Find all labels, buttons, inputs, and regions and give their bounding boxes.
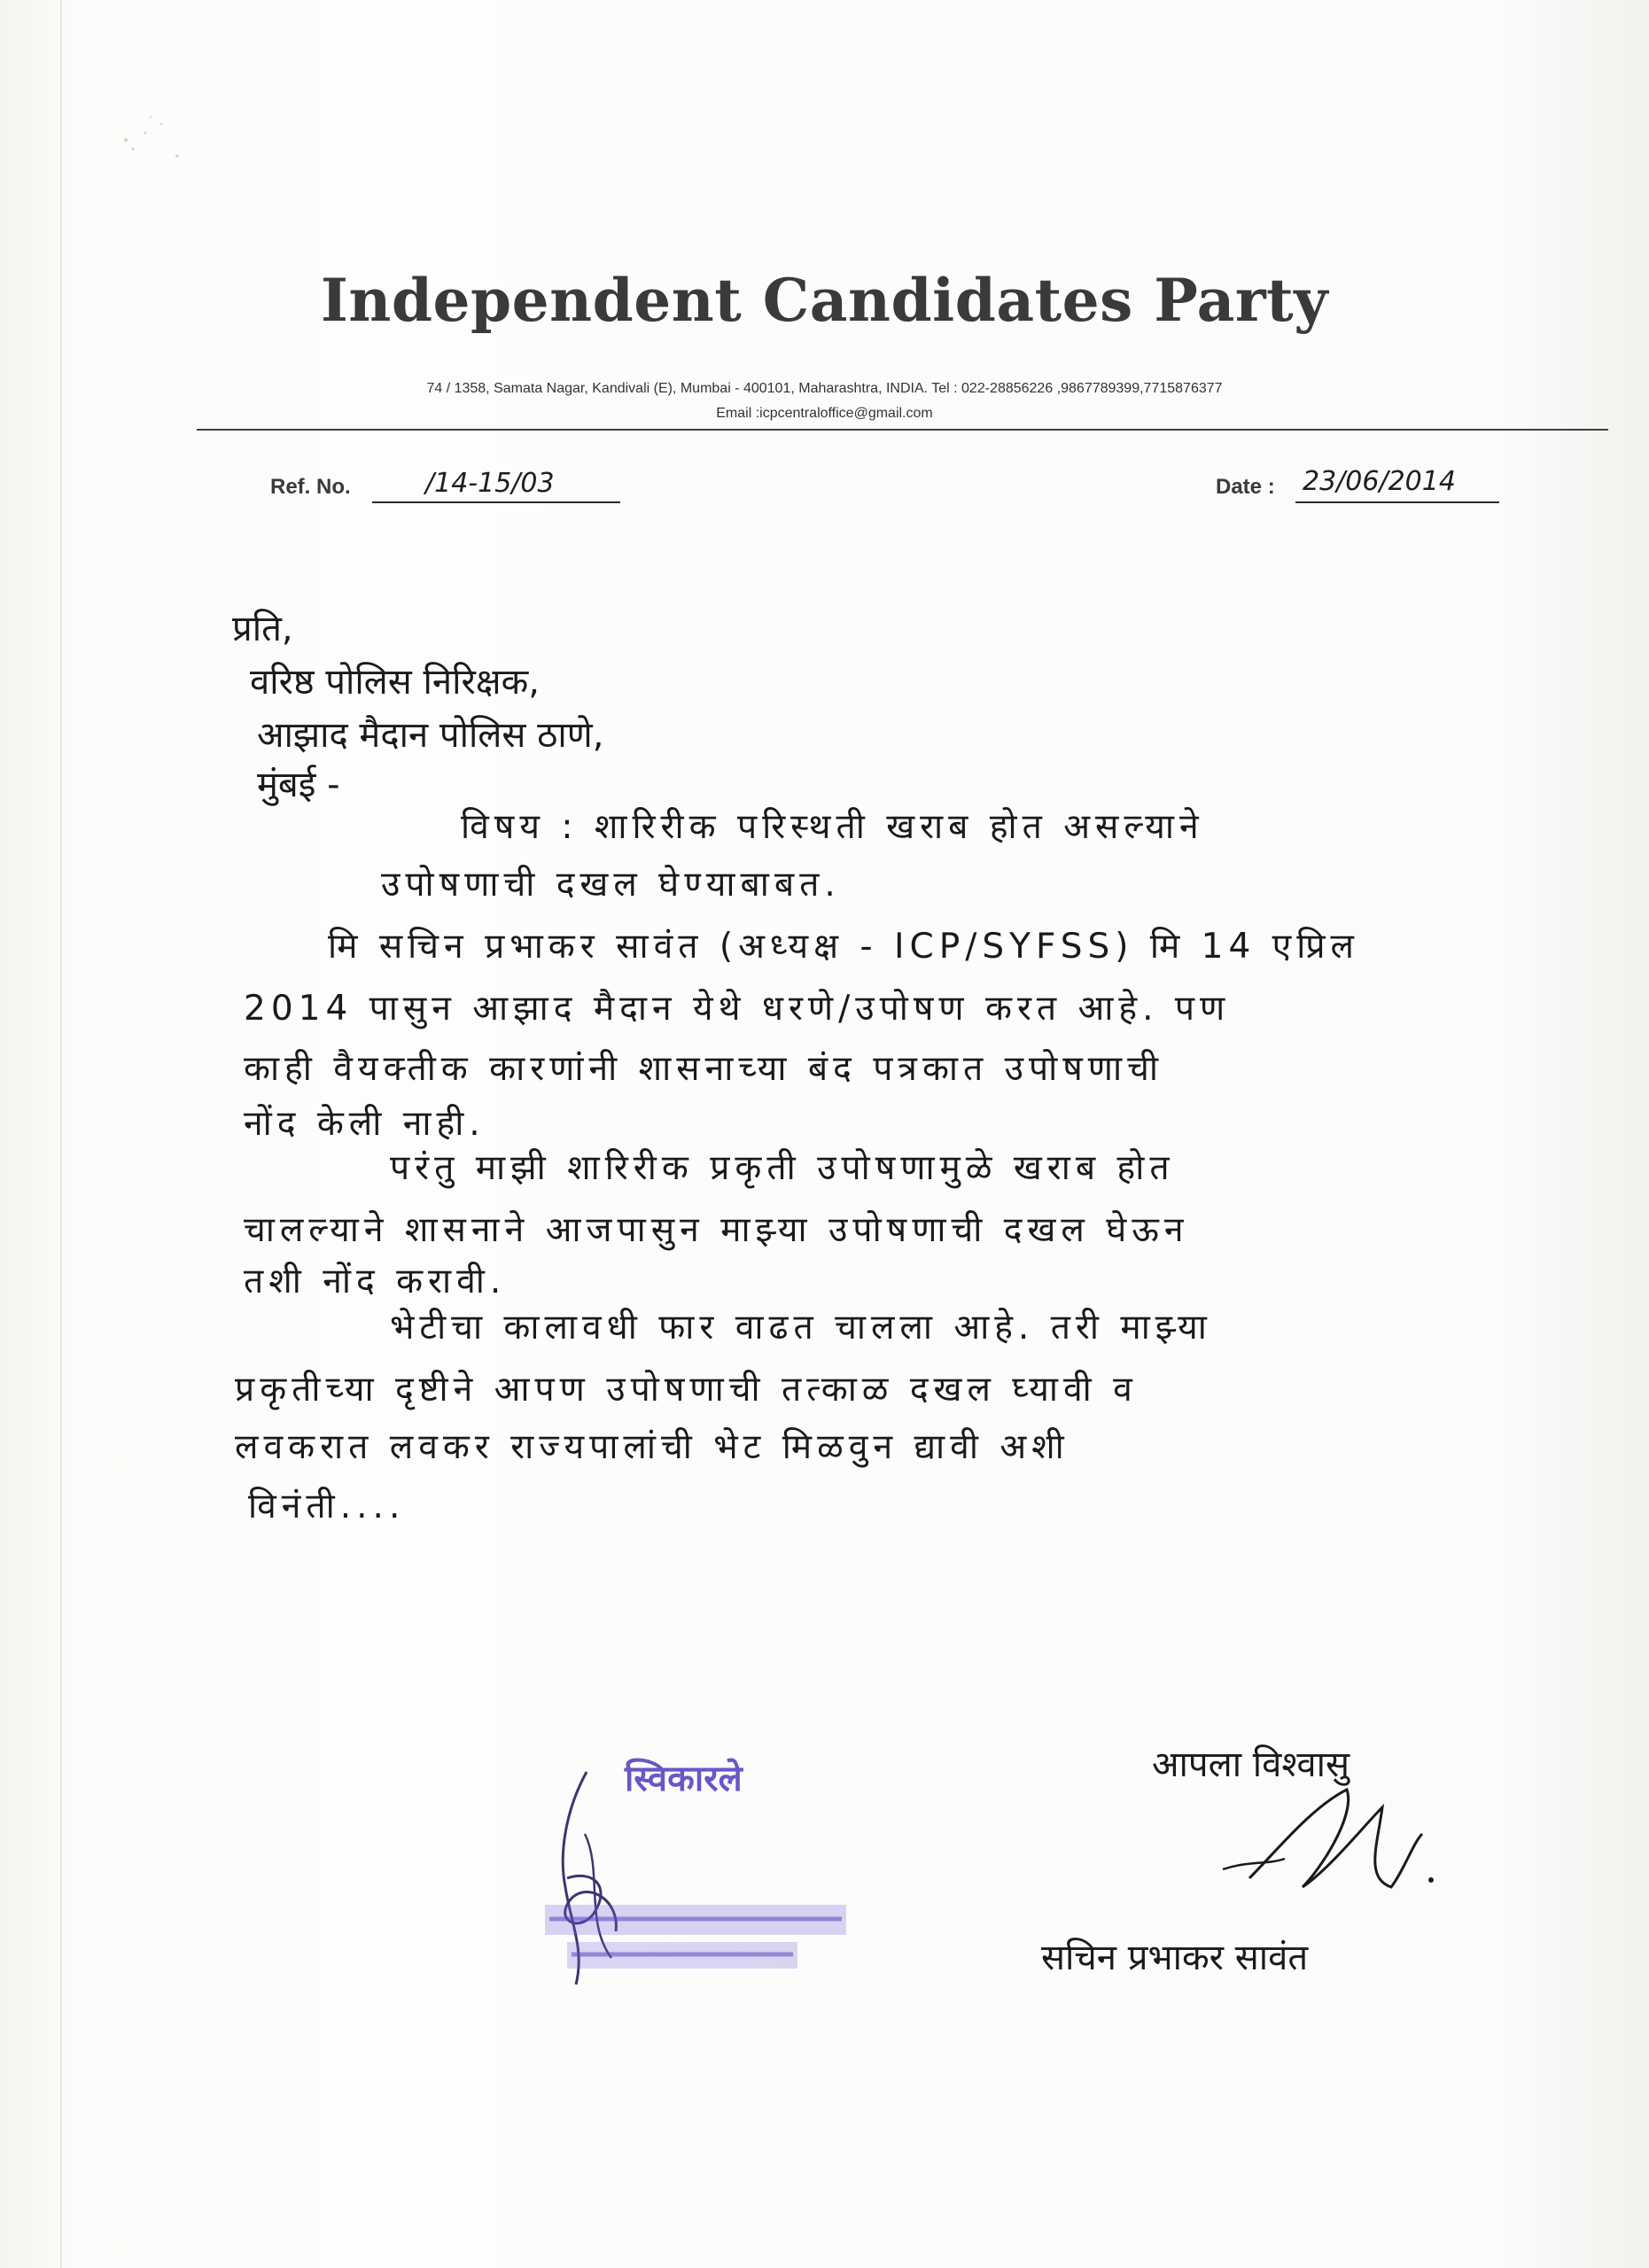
stamp-label: स्विकारले [625, 1759, 743, 1799]
body-line: नोंद केली नाही. [244, 1104, 486, 1144]
body-line: चालल्याने शासनाने आजपासुन माझ्या उपोषणाची दखल घेऊन [244, 1210, 1189, 1250]
body-line: परंतु माझी शारिरीक प्रकृती उपोषणामुळे खराब होत [390, 1148, 1175, 1188]
addressee-line: मुंबई - [257, 765, 340, 805]
date-label: Date : [1216, 475, 1275, 499]
body-line: भेटीचा कालावधी फार वाढत चालला आहे. तरी माझ्या [390, 1308, 1212, 1348]
letterhead-divider [197, 429, 1608, 431]
addressee-line: वरिष्ठ पोलिस निरिक्षक, [250, 662, 540, 703]
date-underline [1295, 501, 1499, 503]
addressee-line: आझाद मैदान पोलिस ठाणे, [257, 715, 604, 756]
subject-line: विषय : शारिरीक परिस्थती खराब होत असल्याने [461, 807, 1204, 847]
letterhead-address: 74 / 1358, Samata Nagar, Kandivali (E), Mumbai - 400101, Maharashtra, INDIA. Tel : 022-28856226 ,9867789399,7715876377 [426, 381, 1223, 396]
addressee-line: प्रति, [232, 609, 293, 649]
handwritten-signature [1214, 1772, 1453, 1905]
date-value: 23/06/2014 [1303, 466, 1456, 497]
body-line: तशी नोंद करावी. [244, 1262, 507, 1301]
body-line: 2014 पासुन आझाद मैदान येथे धरणे/उपोषण करत आहे. पण [244, 989, 1231, 1029]
ref-value: /14-15/03 [425, 468, 555, 499]
body-line: विनंती.... [248, 1487, 406, 1526]
body-line: लवकरात लवकर राज्यपालांची भेट मिळवुन द्यावी अशी [235, 1427, 1070, 1467]
letterhead-email: Email :icpcentraloffice@gmail.com [716, 406, 933, 421]
paper-specks [115, 106, 195, 168]
ref-label: Ref. No. [270, 475, 351, 499]
body-line: काही वैयक्तीक कारणांनी शासनाच्या बंद पत्रकात उपोषणाची [244, 1049, 1163, 1089]
body-line: मि सचिन प्रभाकर सावंत (अध्यक्ष - ICP/SYFSS) मि 14 एप्रिल [328, 927, 1359, 967]
page-fold-line [60, 0, 62, 2268]
body-line: प्रकृतीच्या दृष्टीने आपण उपोषणाची तत्काळ दखल घ्यावी व [235, 1370, 1138, 1410]
letterhead-title: Independent Candidates Party [321, 266, 1328, 335]
subject-line: उपोषणाची दखल घेण्याबाबत. [381, 865, 841, 905]
ref-underline [372, 501, 620, 503]
signatory-name: सचिन प्रभाकर सावंत [1041, 1938, 1309, 1978]
closing-regards: आपला विश्वासु [1152, 1744, 1350, 1785]
